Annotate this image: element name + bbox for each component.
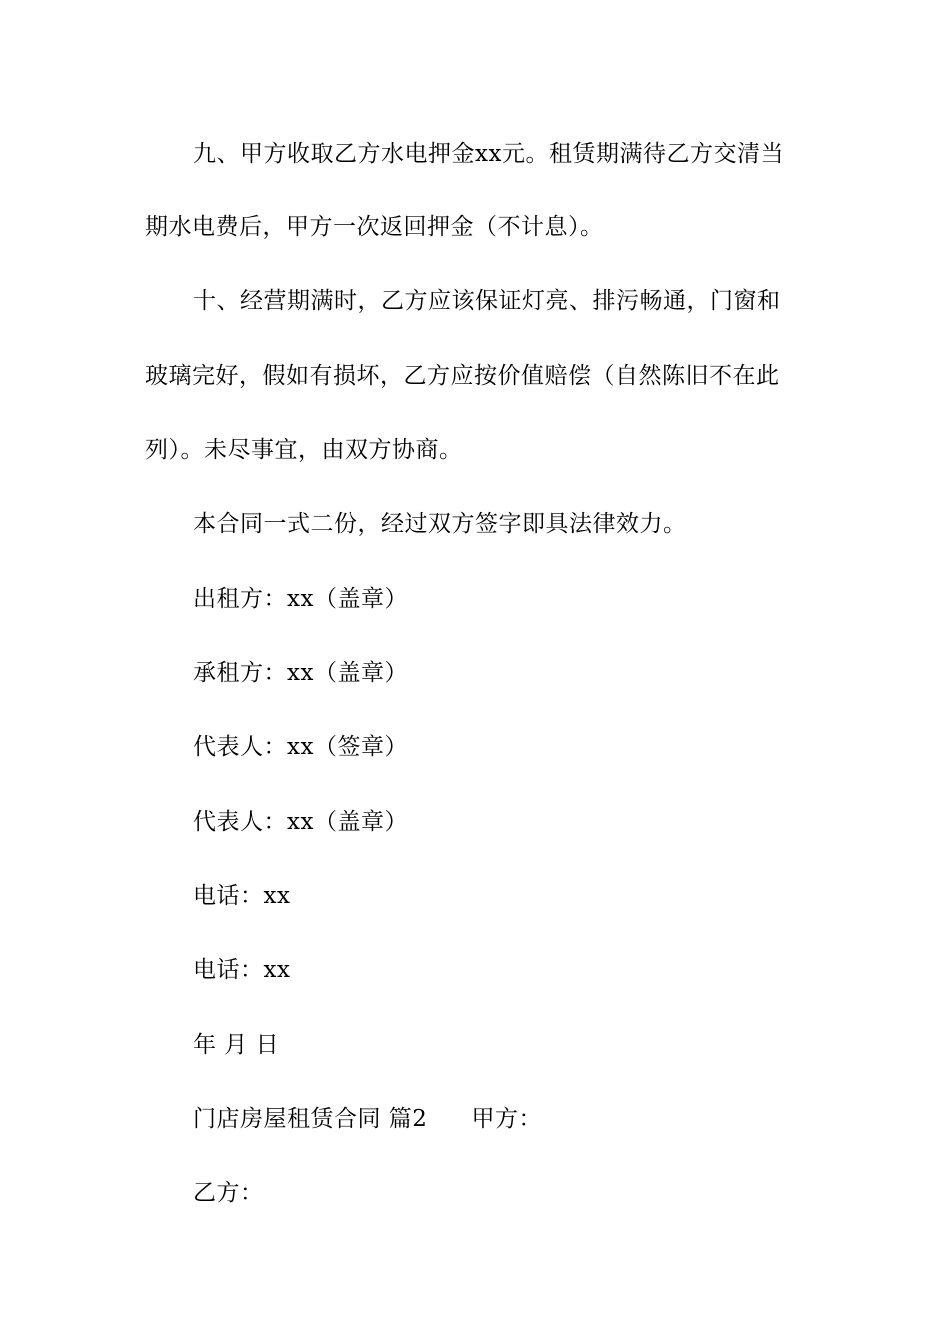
clause-10-line-3: 列）。未尽事宜，由双方协商。 [145,437,463,463]
party-b-label: 乙方： [193,1180,264,1206]
clause-10-line-1: 十、经营期满时，乙方应该保证灯亮、排污畅通，门窗和 [193,288,781,314]
section-heading-line [193,1104,813,1134]
phone-line-1: 电话：xx [193,883,291,909]
clause-10-line-2: 玻璃完好，假如有损坏，乙方应按价值赔偿（自然陈旧不在此 [145,363,780,389]
clause-9-line-1: 九、甲方收取乙方水电押金xx元。租赁期满待乙方交清当 [193,141,784,167]
phone-line-2: 电话：xx [193,957,291,983]
representative-line-1: 代表人：xx（签章） [193,734,408,760]
lessee-line: 承租方：xx（盖章） [193,660,408,686]
copies-statement: 本合同一式二份，经过双方签字即具法律效力。 [193,511,687,537]
lessor-line: 出租方：xx（盖章） [193,586,408,612]
representative-line-2: 代表人：xx（盖章） [193,809,408,835]
clause-9-line-2: 期水电费后，甲方一次返回押金（不计息）。 [145,214,604,240]
party-a-label: 甲方： [471,1106,542,1132]
date-line: 年 月 日 [193,1032,280,1058]
section-heading: 门店房屋租赁合同 篇2 [193,1106,428,1132]
